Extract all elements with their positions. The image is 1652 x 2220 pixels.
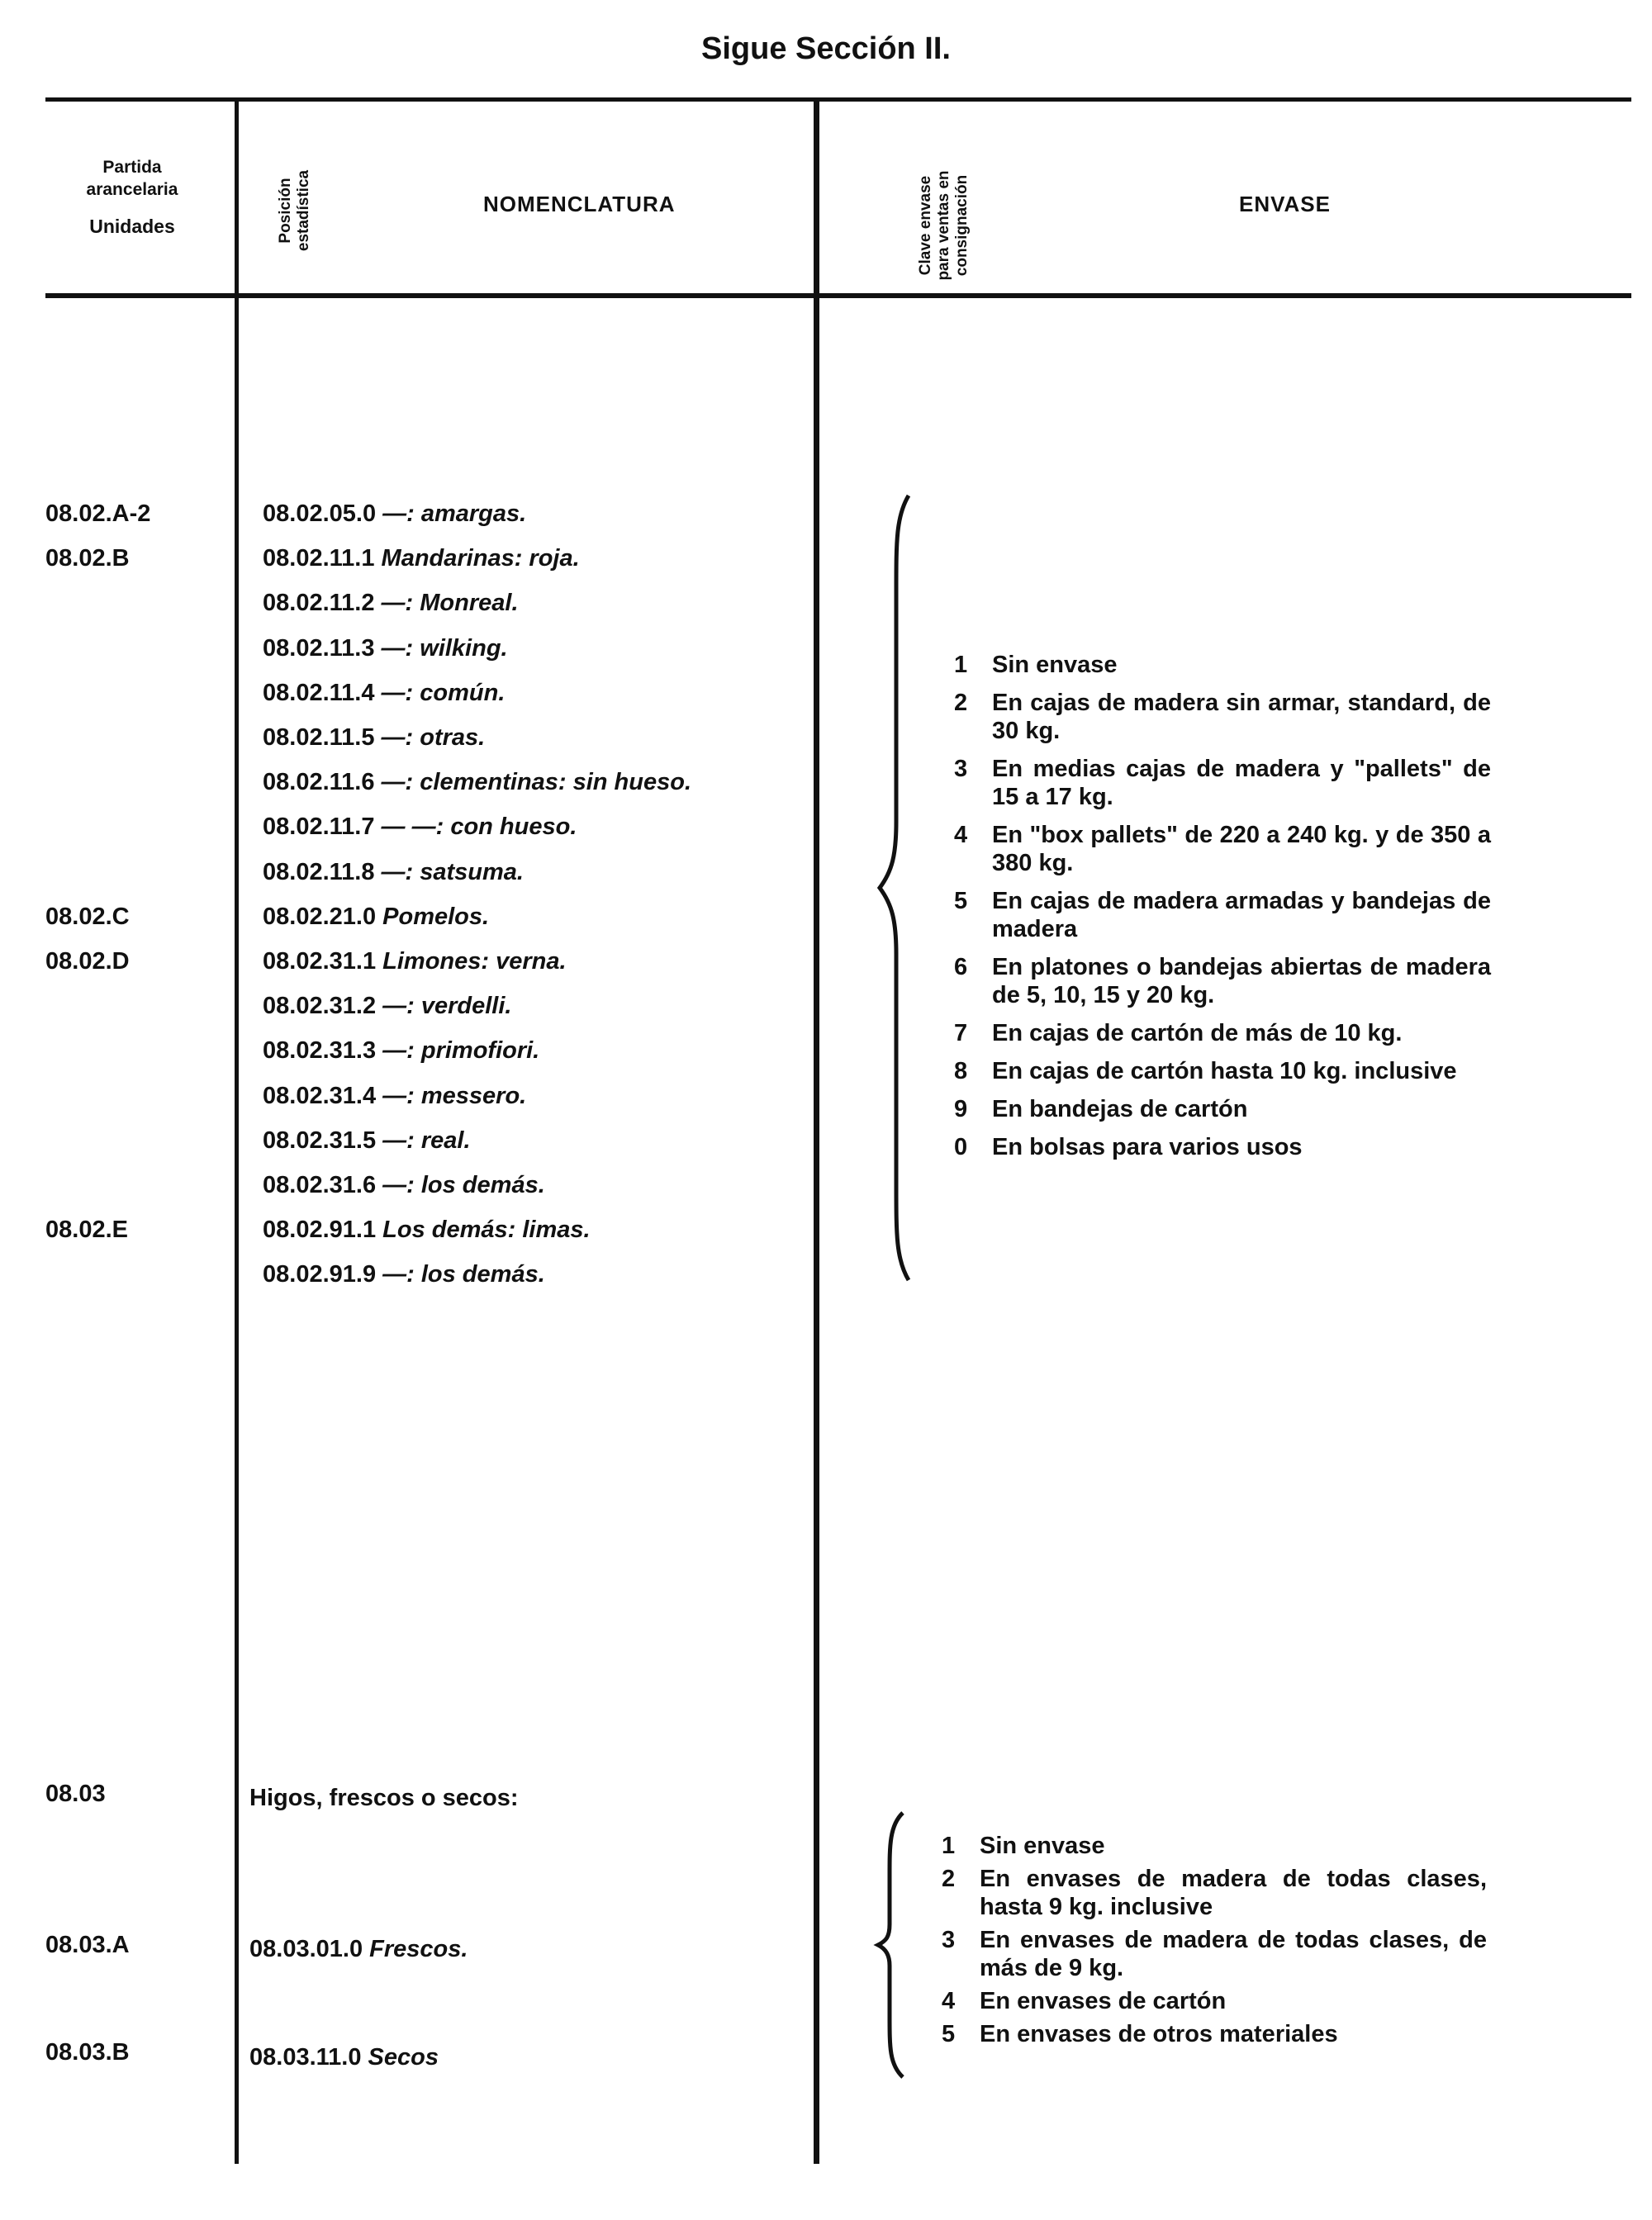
envase-text: En cajas de madera armadas y bandejas de madera xyxy=(992,888,1491,942)
row-posicion: 08.02.11.1 xyxy=(263,545,375,572)
envase-text: En cajas de madera sin armar, standard, de 30 kg. xyxy=(992,690,1491,744)
row-posicion: 08.02.11.7 xyxy=(263,814,375,840)
group2-row-1-posicion: 08.03.01.0 xyxy=(249,1936,363,1962)
envase-item xyxy=(942,1865,1487,1921)
header-clave xyxy=(917,143,975,308)
group1-row-nomenclatura xyxy=(263,672,505,714)
envase-code: 2 xyxy=(954,690,968,716)
envase-code: 7 xyxy=(954,1020,968,1046)
group1-row-partida: 08.02.C xyxy=(45,904,130,930)
envase-text: En bolsas para varios usos xyxy=(992,1134,1303,1160)
group2-row-2-posicion: 08.03.11.0 xyxy=(249,2044,362,2071)
row-desc: —: otras. xyxy=(381,724,486,751)
envase-code: 3 xyxy=(942,1927,956,1953)
row-posicion: 08.02.11.4 xyxy=(263,680,375,706)
envase-item xyxy=(942,1926,1487,1982)
envase-text: En envases de madera de todas clases, hasta 9 kg. inclusive xyxy=(980,1866,1487,1920)
header-posicion-line1: Posición xyxy=(277,178,294,244)
envase-item xyxy=(954,887,1491,943)
group1-envase-list xyxy=(954,651,1491,1171)
envase-code: 1 xyxy=(942,1833,956,1859)
group1-row-nomenclatura xyxy=(263,941,567,982)
group1-row-nomenclatura xyxy=(263,717,485,758)
group1-row-partida: 08.02.D xyxy=(45,948,130,975)
envase-item xyxy=(954,1057,1491,1085)
row-posicion: 08.02.11.6 xyxy=(263,769,375,795)
header-envase: ENVASE xyxy=(1239,192,1331,216)
row-desc: —: clementinas: sin hueso. xyxy=(381,769,692,795)
row-posicion: 08.02.31.6 xyxy=(263,1172,377,1198)
row-posicion: 08.02.11.8 xyxy=(263,859,375,885)
envase-text: En bandejas de cartón xyxy=(992,1096,1248,1122)
group2-row-1-nomenclatura xyxy=(249,1928,468,1970)
group2-row-2-desc: Secos xyxy=(368,2044,439,2071)
group1-row-nomenclatura xyxy=(263,493,526,534)
group1-row-nomenclatura xyxy=(263,1075,526,1117)
envase-code: 6 xyxy=(954,954,968,980)
group2-heading-partida: 08.03 xyxy=(45,1781,106,1807)
envase-item xyxy=(942,1832,1487,1860)
envase-item xyxy=(942,1987,1487,2015)
group1-row-partida: 08.02.E xyxy=(45,1217,128,1243)
envase-code: 4 xyxy=(954,822,968,848)
envase-code: 5 xyxy=(954,888,968,914)
envase-text: Sin envase xyxy=(992,652,1118,678)
envase-item xyxy=(942,2020,1487,2048)
group1-row-nomenclatura xyxy=(263,985,511,1027)
envase-item xyxy=(954,821,1491,877)
group1-row-nomenclatura xyxy=(263,1209,591,1250)
envase-text: En "box pallets" de 220 a 240 kg. y de 350 a 380 kg. xyxy=(992,822,1491,876)
envase-text: En platones o bandejas abiertas de madera de 5, 10, 15 y 20 kg. xyxy=(992,954,1491,1008)
header-partida xyxy=(50,154,215,240)
group1-row-nomenclatura xyxy=(263,896,489,937)
row-posicion: 08.02.31.3 xyxy=(263,1037,377,1064)
row-desc: —: wilking. xyxy=(381,635,508,662)
row-posicion: 08.02.05.0 xyxy=(263,500,377,527)
header-posicion xyxy=(277,153,318,268)
group2-row-2-partida: 08.03.B xyxy=(45,2039,130,2066)
row-posicion: 08.02.31.5 xyxy=(263,1127,377,1154)
envase-item xyxy=(954,1133,1491,1161)
group1-row-partida: 08.02.B xyxy=(45,545,130,572)
group1-row-nomenclatura xyxy=(263,538,580,579)
envase-code: 3 xyxy=(954,756,968,782)
header-posicion-line2: estadística xyxy=(295,169,312,252)
group2-row-1-partida: 08.03.A xyxy=(45,1932,130,1958)
group1-row-nomenclatura xyxy=(263,806,577,847)
row-posicion: 08.02.31.4 xyxy=(263,1083,377,1109)
envase-text: En cajas de cartón hasta 10 kg. inclusive xyxy=(992,1058,1457,1084)
group2-envase-list xyxy=(942,1832,1487,2053)
row-desc: —: primofiori. xyxy=(382,1037,540,1064)
group1-row-nomenclatura xyxy=(263,1165,545,1206)
header-top-rule xyxy=(45,97,1631,102)
row-posicion: 08.02.11.5 xyxy=(263,724,375,751)
envase-text: En envases de cartón xyxy=(980,1988,1227,2014)
envase-code: 8 xyxy=(954,1058,968,1084)
header-clave-line1: Clave envase xyxy=(917,175,934,276)
envase-item xyxy=(954,651,1491,679)
row-desc: — —: con hueso. xyxy=(381,814,577,840)
group2-row-2-nomenclatura xyxy=(249,2037,439,2078)
group1-row-nomenclatura xyxy=(263,1120,471,1161)
envase-code: 9 xyxy=(954,1096,968,1122)
row-posicion: 08.02.31.2 xyxy=(263,993,377,1019)
envase-text: En envases de otros materiales xyxy=(980,2021,1338,2047)
header-partida-line1: Partida xyxy=(102,158,162,177)
envase-item xyxy=(954,689,1491,745)
row-desc: Mandarinas: roja. xyxy=(381,545,580,572)
row-posicion: 08.02.91.1 xyxy=(263,1217,377,1243)
header-bottom-rule xyxy=(45,293,1631,298)
envase-item xyxy=(954,755,1491,811)
group2-row-1-desc: Frescos. xyxy=(369,1936,468,1962)
column-divider-1 xyxy=(235,99,239,2164)
envase-item xyxy=(954,953,1491,1009)
envase-text: Sin envase xyxy=(980,1833,1105,1859)
header-clave-line2: para ventas en xyxy=(935,170,952,281)
envase-item xyxy=(954,1095,1491,1123)
group1-row-nomenclatura xyxy=(263,628,508,669)
header-clave-line3: consignación xyxy=(953,174,971,277)
envase-text: En medias cajas de madera y "pallets" de 15 a 17 kg. xyxy=(992,756,1491,810)
row-posicion: 08.02.31.1 xyxy=(263,948,377,975)
header-partida-line2: arancelaria xyxy=(86,180,178,199)
row-desc: —: Monreal. xyxy=(381,590,519,616)
group2-brace xyxy=(871,1809,913,2081)
group2-heading-desc: Higos, frescos o secos: xyxy=(249,1785,519,1811)
row-desc: —: verdelli. xyxy=(382,993,512,1019)
column-divider-2 xyxy=(814,99,819,2164)
row-desc: —: los demás. xyxy=(382,1172,545,1198)
row-desc: Limones: verna. xyxy=(382,948,567,975)
group1-row-nomenclatura xyxy=(263,582,519,624)
row-posicion: 08.02.21.0 xyxy=(263,904,377,930)
row-posicion: 08.02.91.9 xyxy=(263,1261,377,1288)
envase-item xyxy=(954,1019,1491,1047)
group1-row-nomenclatura xyxy=(263,1030,539,1071)
row-desc: —: común. xyxy=(381,680,506,706)
group1-row-partida: 08.02.A-2 xyxy=(45,500,151,527)
envase-code: 5 xyxy=(942,2021,956,2047)
row-desc: —: los demás. xyxy=(382,1261,545,1288)
group1-row-nomenclatura xyxy=(263,761,691,803)
row-desc: —: real. xyxy=(382,1127,471,1154)
page-title: Sigue Sección II. xyxy=(701,31,951,66)
row-desc: Pomelos. xyxy=(382,904,490,930)
header-partida-line3: Unidades xyxy=(89,216,175,237)
row-desc: —: messero. xyxy=(382,1083,527,1109)
row-desc: Los demás: limas. xyxy=(382,1217,591,1243)
envase-text: En envases de madera de todas clases, de más de 9 kg. xyxy=(980,1927,1487,1981)
group1-brace xyxy=(871,491,921,1284)
envase-code: 2 xyxy=(942,1866,956,1892)
row-desc: —: satsuma. xyxy=(381,859,524,885)
envase-code: 4 xyxy=(942,1988,956,2014)
row-posicion: 08.02.11.3 xyxy=(263,635,375,662)
group1-row-nomenclatura xyxy=(263,1254,545,1295)
row-posicion: 08.02.11.2 xyxy=(263,590,375,616)
envase-code: 0 xyxy=(954,1134,968,1160)
group1-row-nomenclatura xyxy=(263,851,524,893)
header-nomenclatura: NOMENCLATURA xyxy=(483,192,676,216)
row-desc: —: amargas. xyxy=(382,500,527,527)
envase-code: 1 xyxy=(954,652,968,678)
envase-text: En cajas de cartón de más de 10 kg. xyxy=(992,1020,1403,1046)
